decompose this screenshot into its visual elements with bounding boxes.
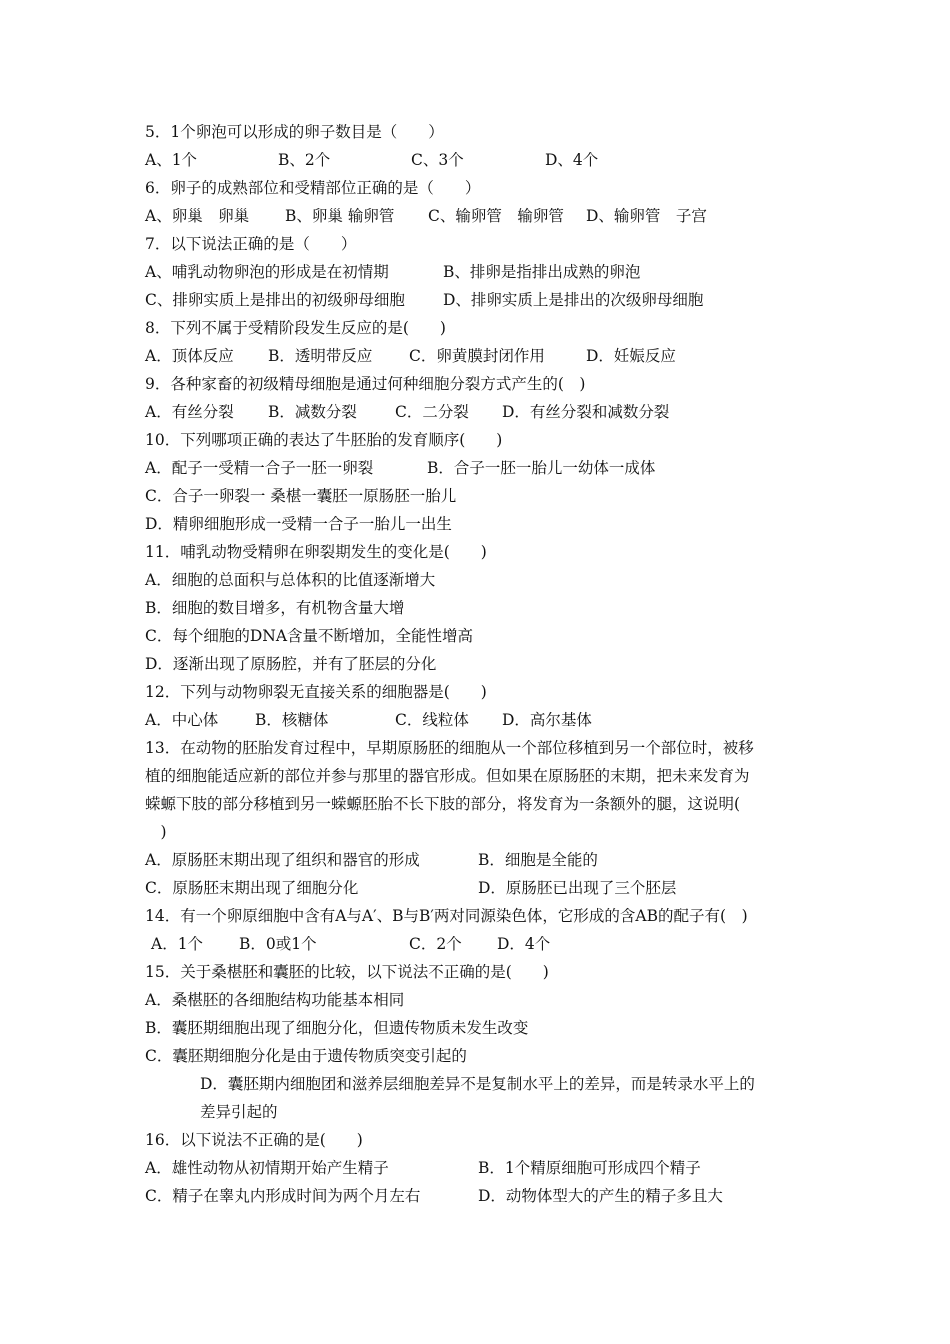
option-c: C．原肠胚末期出现了细胞分化 (145, 879, 359, 897)
question-6-options (145, 206, 825, 226)
option-a: A．细胞的总面积与总体积的比值逐渐增大 (145, 571, 436, 589)
option-c: C、3个 (411, 151, 464, 169)
question-13-stem-line-4: ) (145, 823, 167, 841)
option-c: C、输卵管 输卵管 (428, 207, 564, 225)
option-a: A．配子一受精一合子一胚一卵裂 (145, 459, 374, 477)
option-c: C、排卵实质上是排出的初级卵母细胞 (145, 291, 405, 309)
option-b: B．细胞的数目增多，有机物含量大增 (145, 599, 405, 617)
option-a: A．雄性动物从初情期开始产生精子 (145, 1159, 389, 1177)
option-b: B．透明带反应 (268, 347, 373, 365)
option-d: D．逐渐出现了原肠腔，并有了胚层的分化 (145, 655, 437, 673)
option-a: A．中心体 (145, 711, 219, 729)
option-d: D．精卵细胞形成一受精一合子一胎儿一出生 (145, 515, 452, 533)
question-11-stem: 11．哺乳动物受精卵在卵裂期发生的变化是( ) (145, 543, 487, 561)
question-10-options-row1 (145, 458, 825, 478)
option-a: A．有丝分裂 (145, 403, 234, 421)
option-c: C．线粒体 (395, 711, 469, 729)
option-b: B．减数分裂 (268, 403, 357, 421)
question-14-stem: 14．有一个卵原细胞中含有A与A′、B与B′两对同源染色体，它形成的含AB的配子有( ) (145, 907, 748, 925)
option-c: C．囊胚期细胞分化是由于遗传物质突变引起的 (145, 1047, 467, 1065)
question-9-options (145, 402, 825, 422)
option-c: C．卵黄膜封闭作用 (409, 347, 545, 365)
option-a: A．1个 (151, 935, 204, 953)
question-16-options-row2 (145, 1186, 825, 1206)
question-15-stem: 15．关于桑椹胚和囊胚的比较，以下说法不正确的是( ) (145, 963, 549, 981)
option-d: D、排卵实质上是排出的次级卵母细胞 (443, 291, 704, 309)
option-d: D、4个 (545, 151, 599, 169)
question-5-stem: 5．1个卵泡可以形成的卵子数目是（ ） (145, 123, 444, 141)
option-a: A．顶体反应 (145, 347, 234, 365)
question-9-stem: 9．各种家畜的初级精母细胞是通过何种细胞分裂方式产生的( ) (145, 375, 586, 393)
question-12-options (145, 710, 825, 730)
option-c: C．每个细胞的DNA含量不断增加，全能性增高 (145, 627, 474, 645)
option-b: B、排卵是指排出成熟的卵泡 (443, 263, 641, 281)
question-7-options-row2 (145, 290, 825, 310)
option-d: D．有丝分裂和减数分裂 (502, 403, 670, 421)
option-c: C．二分裂 (395, 403, 469, 421)
option-b: B．核糖体 (255, 711, 329, 729)
option-d: D．动物体型大的产生的精子多且大 (478, 1187, 723, 1205)
question-12-stem: 12．下列与动物卵裂无直接关系的细胞器是( ) (145, 683, 487, 701)
option-b: B、2个 (278, 151, 331, 169)
option-b: B．合子一胚一胎儿一幼体一成体 (427, 459, 656, 477)
question-8-stem: 8．下列不属于受精阶段发生反应的是( ) (145, 319, 446, 337)
question-7-stem: 7．以下说法正确的是（ ） (145, 235, 357, 253)
question-13-options-row2 (145, 878, 825, 898)
question-10-stem: 10．下列哪项正确的表达了牛胚胎的发育顺序( ) (145, 431, 503, 449)
question-13-options-row1 (145, 850, 825, 870)
option-d: D．高尔基体 (502, 711, 592, 729)
option-a: A．原肠胚末期出现了组织和器官的形成 (145, 851, 420, 869)
option-b: B、卵巢 输卵管 (285, 207, 395, 225)
question-14-options (145, 934, 825, 954)
question-13-stem-line-3: 蝾螈下肢的部分移植到另一蝾螈胚胎不长下肢的部分，将发育为一条额外的腿，这说明( (145, 795, 741, 813)
option-a: A、卵巢 卵巢 (145, 207, 250, 225)
option-b: B．囊胚期细胞出现了细胞分化，但遗传物质未发生改变 (145, 1019, 529, 1037)
question-16-options-row1 (145, 1158, 825, 1178)
question-16-stem: 16．以下说法不正确的是( ) (145, 1131, 363, 1149)
question-13-stem-line-1: 13．在动物的胚胎发育过程中，早期原肠胚的细胞从一个部位移植到另一个部位时，被移 (145, 739, 754, 757)
option-b: B．细胞是全能的 (478, 851, 598, 869)
option-d: D．妊娠反应 (586, 347, 676, 365)
option-c: C．合子一卵裂一 桑椹一囊胚一原肠胚一胎儿 (145, 487, 457, 505)
option-c: C．精子在睾丸内形成时间为两个月左右 (145, 1187, 421, 1205)
option-d: D．囊胚期内细胞团和滋养层细胞差异不是复制水平上的差异，而是转录水平上的 (200, 1075, 755, 1093)
option-b: B．1个精原细胞可形成四个精子 (478, 1159, 701, 1177)
question-6-stem: 6．卵子的成熟部位和受精部位正确的是（ ） (145, 179, 481, 197)
option-d-continued: 差异引起的 (200, 1103, 278, 1121)
question-5-options (145, 150, 825, 170)
option-c: C．2个 (409, 935, 462, 953)
option-a: A、1个 (145, 151, 198, 169)
option-d: D．原肠胚已出现了三个胚层 (478, 879, 677, 897)
option-a: A．桑椹胚的各细胞结构功能基本相同 (145, 991, 405, 1009)
option-d: D．4个 (497, 935, 551, 953)
question-8-options (145, 346, 825, 366)
question-7-options-row1 (145, 262, 825, 282)
option-a: A、哺乳动物卵泡的形成是在初情期 (145, 263, 389, 281)
option-d: D、输卵管 子宫 (586, 207, 707, 225)
option-b: B．0或1个 (239, 935, 317, 953)
question-13-stem-line-2: 植的细胞能适应新的部位并参与那里的器官形成。但如果在原肠胚的末期，把未来发育为 (145, 767, 750, 785)
